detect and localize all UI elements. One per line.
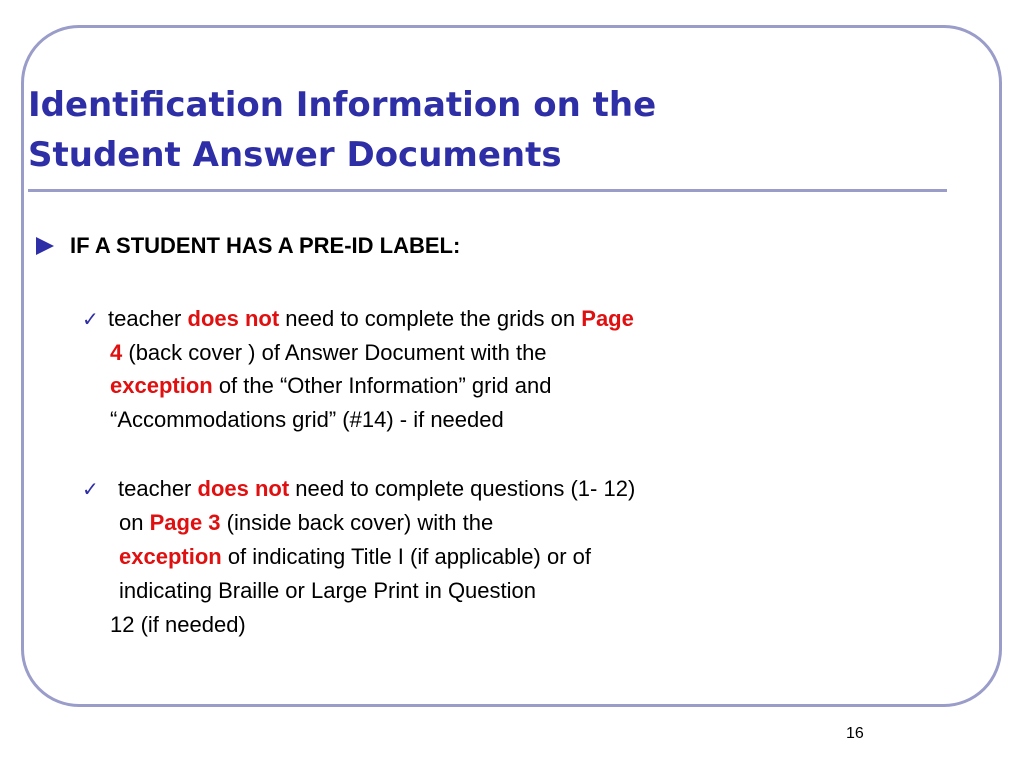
title-line-2: Student Answer Documents — [28, 135, 562, 175]
item1-line4: “Accommodations grid” (#14) - if needed — [110, 407, 504, 432]
item1-line1: ✓ teacher does not need to complete the grids on Page — [82, 302, 634, 336]
item1-line2: 4 (back cover ) of Answer Document with the — [110, 340, 547, 365]
slide-title — [28, 80, 656, 180]
item1-line3: exception of the “Other Information” grid and — [110, 373, 552, 398]
main-bullet — [30, 230, 460, 262]
item2-line1: ✓ teacher does not need to complete questions (1- 12) — [82, 472, 635, 506]
item2-line5: 12 (if needed) — [110, 612, 246, 637]
checkmark-icon: ✓ — [82, 477, 99, 501]
checkmark-icon: ✓ — [82, 307, 99, 331]
item2-line4: indicating Braille or Large Print in Question — [119, 578, 537, 603]
main-bullet-text: IF A STUDENT HAS A PRE-ID LABEL: — [70, 233, 461, 258]
title-line-1: Identification Information on the — [28, 85, 657, 125]
item2-line3: exception of indicating Title I (if applicable) or of — [119, 544, 591, 569]
title-divider — [28, 189, 947, 192]
page-number: 16 — [846, 725, 864, 742]
item2-line2: on Page 3 (inside back cover) with the — [119, 510, 494, 535]
arrow-bullet-icon — [36, 237, 54, 255]
